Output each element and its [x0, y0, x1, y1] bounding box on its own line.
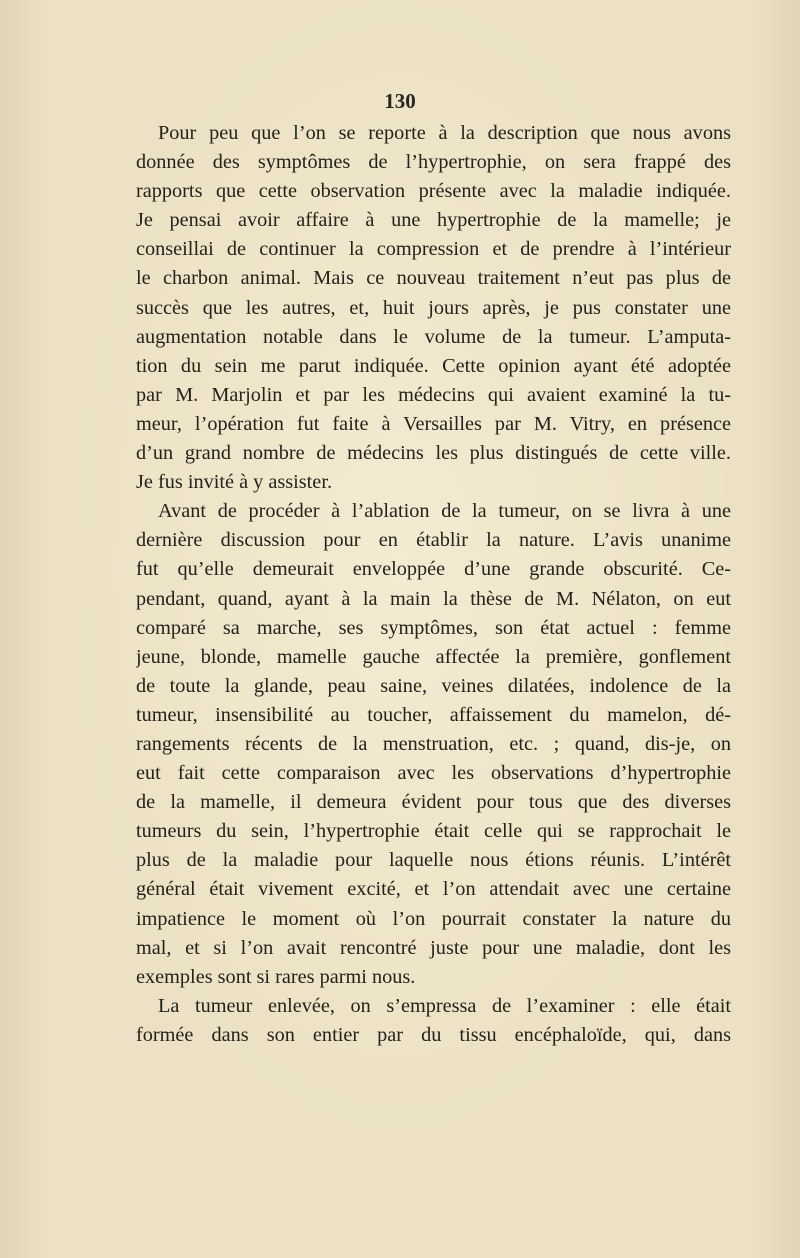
- text-line: rangements récents de la menstruation, etc. ; quand, dis-je, on: [136, 732, 731, 755]
- paragraph: [136, 497, 731, 992]
- text-line: dernière discussion pour en établir la nature. L’avis unanime: [136, 529, 731, 552]
- text-line: pendant, quand, ayant à la main la thèse de M. Nélaton, on eut: [136, 587, 731, 610]
- text-line: conseillai de continuer la compression et de prendre à l’intérieur: [136, 238, 731, 261]
- text-line: comparé sa marche, ses symptômes, son état actuel : femme: [136, 616, 731, 639]
- text-line: Je fus invité à y assister.: [136, 471, 333, 494]
- text-line: Avant de procéder à l’ablation de la tumeur, on se livra à une: [158, 500, 731, 523]
- text-line: fut qu’elle demeurait enveloppée d’une grande obscurité. Ce-: [136, 558, 731, 581]
- text-line: général était vivement excité, et l’on attendait avec une certaine: [136, 878, 731, 901]
- text-line: donnée des symptômes de l’hypertrophie, on sera frappé des: [136, 151, 731, 174]
- text-line: mal, et si l’on avait rencontré juste pour une maladie, dont les: [136, 936, 731, 959]
- text-line: plus de la maladie pour laquelle nous étions réunis. L’intérêt: [136, 849, 731, 872]
- text-line: meur, l’opération fut faite à Versailles par M. Vitry, en présence: [136, 412, 731, 435]
- text-line: Je pensai avoir affaire à une hypertrophie de la mamelle; je: [136, 209, 731, 232]
- text-line: de toute la glande, peau saine, veines dilatées, indolence de la: [136, 674, 731, 697]
- text-line: augmentation notable dans le volume de la tumeur. L’amputa-: [136, 325, 731, 348]
- text-line: La tumeur enlevée, on s’empressa de l’examiner : elle était: [158, 994, 731, 1017]
- text-line: le charbon animal. Mais ce nouveau traitement n’eut pas plus de: [136, 267, 731, 290]
- paragraph: [136, 992, 731, 1050]
- text-line: d’un grand nombre de médecins les plus distingués de cette ville.: [136, 442, 731, 465]
- text-line: impatience le moment où l’on pourrait constater la nature du: [136, 907, 731, 930]
- page-number: 130: [384, 89, 416, 113]
- text-line: Pour peu que l’on se reporte à la description que nous avons: [158, 122, 731, 144]
- text-line: tion du sein me parut indiquée. Cette opinion ayant été adoptée: [136, 354, 731, 377]
- text-line: tumeur, insensibilité au toucher, affaissement du mamelon, dé-: [136, 703, 731, 726]
- text-line: exemples sont si rares parmi nous.: [136, 965, 416, 988]
- text-line: formée dans son entier par du tissu encéphaloïde, qui, dans: [136, 1023, 731, 1046]
- text-line: eut fait cette comparaison avec les observations d’hypertrophie: [136, 762, 731, 785]
- text-line: jeune, blonde, mamelle gauche affectée la première, gonflement: [136, 645, 731, 668]
- text-line: tumeurs du sein, l’hypertrophie était celle qui se rapprochait le: [136, 820, 731, 843]
- paragraph: [136, 119, 731, 497]
- text-line: de la mamelle, il demeura évident pour tous que des diverses: [136, 791, 731, 814]
- body-text: [136, 119, 731, 1050]
- text-line: rapports que cette observation présente avec la maladie indiquée.: [136, 180, 731, 203]
- text-line: succès que les autres, et, huit jours après, je pus constater une: [136, 296, 731, 319]
- text-line: par M. Marjolin et par les médecins qui avaient examiné la tu-: [136, 383, 731, 406]
